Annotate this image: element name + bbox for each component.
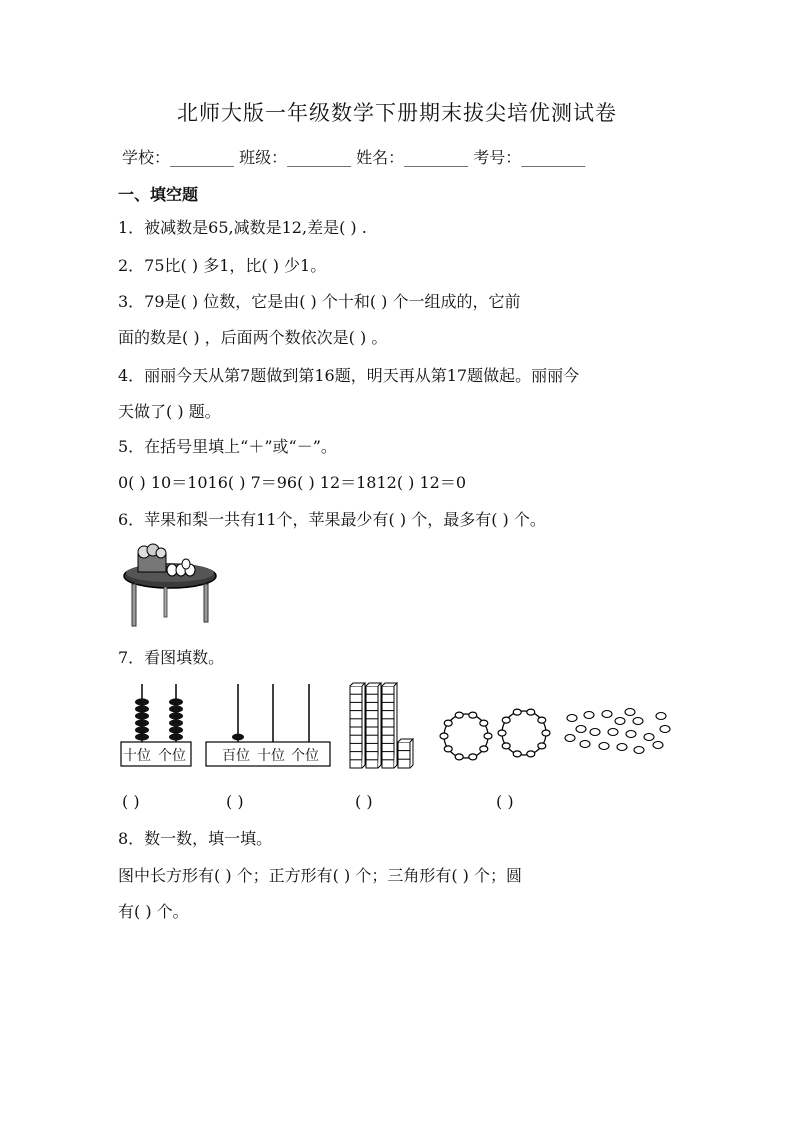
answer-blank-2: ( ) [226, 792, 244, 811]
question-3-line-2: 面的数是( ) ，后面两个数依次是( ) 。 [118, 328, 388, 347]
abacus1-tens-label: 十位 [123, 748, 151, 764]
question-7: 7．看图填数。 [118, 648, 225, 667]
abacus1-ones-label: 个位 [158, 748, 186, 764]
bead-rings-illustration [438, 700, 558, 772]
question-4-line-1: 4．丽丽今天从第7题做到第16题，明天再从第17题做起。丽丽今 [118, 366, 580, 385]
question-5: 5．在括号里填上“＋”或“－”。 [118, 437, 337, 456]
student-info-line: 学校：________ 班级：________ 姓名：________ 考号：________ [122, 148, 586, 167]
question-4-line-2: 天做了( ) 题。 [118, 402, 221, 421]
question-3-line-1: 3．79是( ) 位数，它是由( ) 个十和( ) 个一组成的，它前 [118, 292, 521, 311]
question-5-expressions: 0( ) 10＝1016( ) 7＝96( ) 12＝1812( ) 12＝0 [118, 473, 467, 492]
answer-blank-4: ( ) [496, 792, 514, 811]
abacus2-hundreds-label: 百位 [222, 748, 250, 764]
abacus2-tens-label: 十位 [257, 748, 285, 764]
scattered-beads-illustration [562, 706, 674, 760]
abacus-tens-ones [120, 682, 198, 770]
abacus2-ones-label: 个位 [291, 748, 319, 764]
question-1: 1．被减数是65,减数是12,差是( ) . [118, 218, 367, 237]
answer-blank-1: ( ) [122, 792, 140, 811]
base-ten-blocks-illustration [348, 682, 414, 770]
page-title: 北师大版一年级数学下册期末拔尖培优测试卷 [177, 101, 617, 125]
section-heading-fill-blank: 一、填空题 [118, 185, 199, 204]
answer-blank-3: ( ) [355, 792, 373, 811]
question-8: 8．数一数，填一填。 [118, 829, 273, 848]
question-8-line-2: 有( ) 个。 [118, 902, 189, 921]
question-2: 2．75比( ) 多1，比( ) 少1。 [118, 256, 327, 275]
question-8-line-1: 图中长方形有( ) 个；正方形有( ) 个；三角形有( ) 个；圆 [118, 866, 522, 885]
question-6: 6．苹果和梨一共有11个，苹果最少有( ) 个，最多有( ) 个。 [118, 510, 546, 529]
abacus-hundreds-tens-ones [205, 682, 335, 770]
fruit-table-illustration [120, 540, 220, 630]
